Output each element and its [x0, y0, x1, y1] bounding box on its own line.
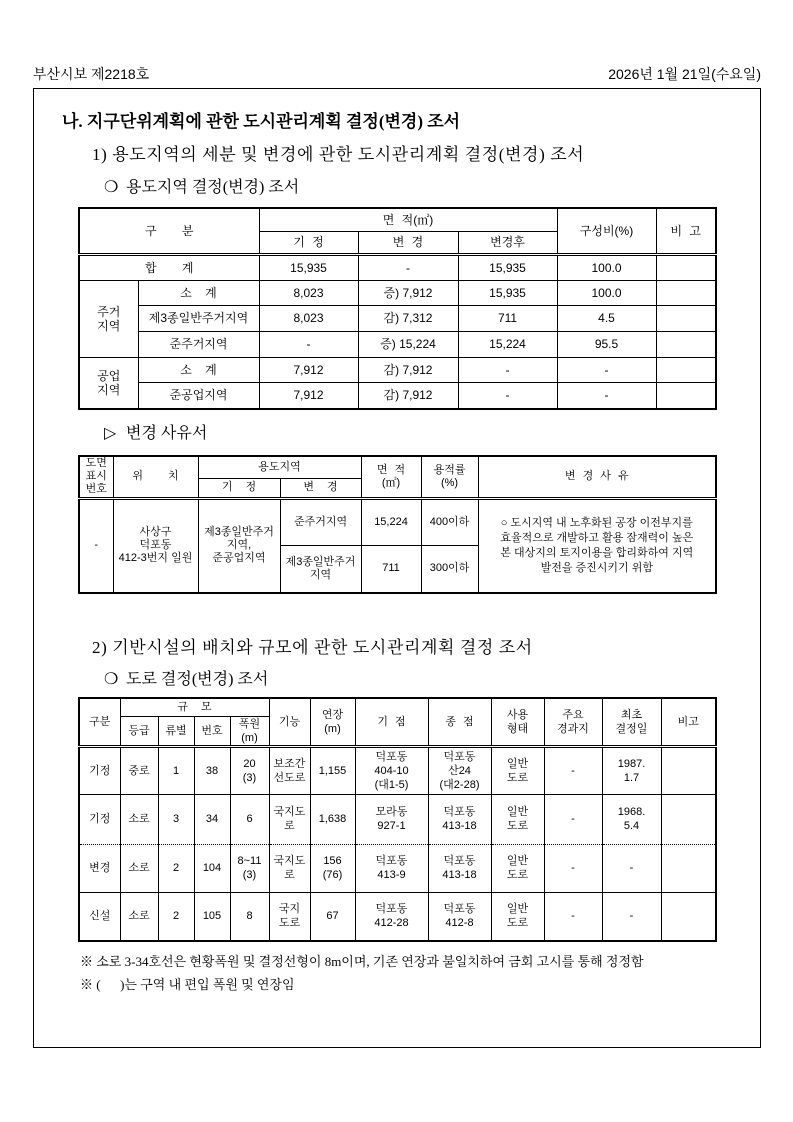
cell-remarks [656, 382, 716, 409]
cell-use: 일반 도로 [491, 892, 544, 941]
cell-change: - [358, 254, 458, 280]
col-header-length: 연장 (m) [310, 698, 355, 746]
cell-category: 변경 [79, 844, 120, 892]
cell-group-label: 주거 지역 [79, 280, 138, 357]
cell-grade: 소로 [120, 892, 158, 941]
cell-number: 105 [194, 892, 230, 941]
col-header-existing: 기 정 [198, 478, 280, 498]
cell-group-label: 공업 지역 [79, 357, 138, 409]
cell-after: - [458, 382, 557, 409]
cell-after: 15,935 [458, 254, 557, 280]
cell-first-decision: - [602, 844, 661, 892]
col-header-remarks: 비고 [661, 698, 716, 746]
cell-existing: - [259, 331, 358, 357]
cell-length: 1,155 [310, 746, 355, 794]
section-title: 나. 지구단위계획에 관한 도시관리계획 결정(변경) 조서 [62, 112, 461, 131]
land-use-caption [104, 177, 299, 197]
footnote-correction: ※ 소로 3-34호선은 현황폭원 및 결정선형이 8m이며, 기존 연장과 불일치하여 금회 고시를 통해 정정함 [80, 954, 644, 969]
cell-ratio: 4.5 [557, 305, 656, 331]
cell-number: 104 [194, 844, 230, 892]
part1-title: 1) 용도지역의 세분 및 변경에 관한 도시관리계획 결정(변경) 조서 [92, 145, 585, 164]
cell-via: - [544, 746, 602, 794]
cell-start: 덕포동 412-28 [355, 892, 428, 941]
cell-first-decision: - [602, 892, 661, 941]
cell-start: 모라동 927-1 [355, 794, 428, 844]
col-header-start: 기 점 [355, 698, 428, 746]
cell-class: 2 [158, 844, 194, 892]
cell-via: - [544, 892, 602, 941]
cell-use: 일반 도로 [491, 746, 544, 794]
table-row [79, 746, 716, 794]
cell-label: 제3종일반주거지역 [138, 305, 259, 331]
cell-existing: 7,912 [259, 357, 358, 382]
cell-change: 감) 7,912 [358, 382, 458, 409]
col-header-ratio: 구성비(%) [557, 208, 656, 254]
cell-remarks [656, 357, 716, 382]
table-row [79, 357, 716, 382]
table-row [79, 331, 716, 357]
part2-title: 2) 기반시설의 배치와 규모에 관한 도시관리계획 결정 조서 [92, 638, 533, 657]
cell-via: - [544, 844, 602, 892]
cell-class: 1 [158, 746, 194, 794]
cell-area: 15,224 [361, 498, 421, 545]
col-header-area: 면 적 (㎡) [361, 456, 421, 498]
cell-function: 보조간 선도로 [269, 746, 310, 794]
circle-bullet-icon: ❍ [104, 669, 119, 688]
cell-end: 덕포동 산24 (대2-28) [428, 746, 491, 794]
footnote-parentheses: ※ ( )는 구역 내 편입 폭원 및 연장임 [80, 977, 295, 992]
col-header-function: 기능 [269, 698, 310, 746]
cell-location: 사상구 덕포동 412-3번지 일원 [113, 498, 198, 593]
cell-label: 합 계 [79, 254, 259, 280]
cell-far: 400이하 [421, 498, 478, 545]
cell-change: 감) 7,312 [358, 305, 458, 331]
cell-existing: 8,023 [259, 280, 358, 305]
cell-after: 711 [458, 305, 557, 331]
circle-bullet-icon: ❍ [104, 177, 119, 196]
cell-width: 8 [230, 892, 269, 941]
cell-label: 준주거지역 [138, 331, 259, 357]
cell-grade: 소로 [120, 844, 158, 892]
cell-end: 덕포동 413-18 [428, 794, 491, 844]
cell-function: 국지도 로 [269, 844, 310, 892]
caption-text: 변경 사유서 [126, 425, 208, 442]
col-header-drawing-no: 도면 표시 번호 [79, 456, 113, 498]
cell-number: 38 [194, 746, 230, 794]
col-header-location: 위 치 [113, 456, 198, 498]
table-header-row [79, 208, 716, 231]
col-header-zoning: 용도지역 [198, 456, 361, 478]
cell-existing: 8,023 [259, 305, 358, 331]
col-header-via: 주요 경과지 [544, 698, 602, 746]
table-row [79, 382, 716, 409]
cell-grade: 중로 [120, 746, 158, 794]
cell-function: 국지도 로 [269, 794, 310, 844]
cell-change: 증) 15,224 [358, 331, 458, 357]
col-header-class: 류별 [158, 716, 194, 746]
cell-change: 증) 7,912 [358, 280, 458, 305]
table-row [79, 498, 716, 545]
cell-remarks [661, 892, 716, 941]
col-header-end: 종 점 [428, 698, 491, 746]
col-header-change: 변 경 [280, 478, 361, 498]
cell-category: 기정 [79, 794, 120, 844]
cell-end: 덕포동 413-18 [428, 844, 491, 892]
table-row [79, 280, 716, 305]
road-table [78, 697, 717, 942]
cell-existing-zone: 제3종일반주거 지역, 준공업지역 [198, 498, 280, 593]
cell-existing: 7,912 [259, 382, 358, 409]
col-header-width: 폭원 (m) [230, 716, 269, 746]
cell-ratio: 100.0 [557, 280, 656, 305]
cell-label: 소 계 [138, 357, 259, 382]
cell-ratio: - [557, 382, 656, 409]
cell-after: 15,935 [458, 280, 557, 305]
table-row [79, 844, 716, 892]
change-reason-caption [104, 423, 207, 443]
cell-category: 신설 [79, 892, 120, 941]
cell-end: 덕포동 412-8 [428, 892, 491, 941]
col-header-grade: 등급 [120, 716, 158, 746]
col-header-remarks: 비 고 [656, 208, 716, 254]
cell-width: 6 [230, 794, 269, 844]
col-header-category: 구 분 [79, 208, 259, 254]
cell-reason: ○ 도시지역 내 노후화된 공장 이전부지를 효율적으로 개발하고 활용 잠재력이 높은 본 대상지의 토지이용을 합리화하여 지역 발전을 증진시키기 위함 [478, 498, 716, 593]
cell-grade: 소로 [120, 794, 158, 844]
gazette-date: 2026년 1월 21일(수요일) [608, 66, 761, 82]
cell-remarks [661, 794, 716, 844]
col-header-use: 사용 형태 [491, 698, 544, 746]
col-header-scale: 규 모 [120, 698, 269, 716]
col-header-existing: 기 정 [259, 231, 358, 254]
cell-ratio: - [557, 357, 656, 382]
cell-first-decision: 1968. 5.4 [602, 794, 661, 844]
table-row-total [79, 254, 716, 280]
cell-changed-zone: 준주거지역 [280, 498, 361, 545]
table-row [79, 892, 716, 941]
cell-existing: 15,935 [259, 254, 358, 280]
cell-area: 711 [361, 545, 421, 593]
cell-class: 2 [158, 892, 194, 941]
cell-first-decision: 1987. 1.7 [602, 746, 661, 794]
cell-length: 67 [310, 892, 355, 941]
cell-use: 일반 도로 [491, 844, 544, 892]
cell-remarks [656, 254, 716, 280]
cell-ratio: 95.5 [557, 331, 656, 357]
cell-after: 15,224 [458, 331, 557, 357]
cell-remarks [656, 305, 716, 331]
cell-drawing-no: - [79, 498, 113, 593]
triangle-bullet-icon: ▷ [104, 423, 117, 442]
cell-width: 8~11 (3) [230, 844, 269, 892]
col-header-first-decision: 최초 결정일 [602, 698, 661, 746]
table-row [79, 794, 716, 844]
col-header-reason: 변 경 사 유 [478, 456, 716, 498]
cell-via: - [544, 794, 602, 844]
road-caption [104, 669, 268, 689]
caption-text: 용도지역 결정(변경) 조서 [126, 179, 300, 196]
table-header-row [79, 698, 716, 716]
cell-use: 일반 도로 [491, 794, 544, 844]
cell-start: 덕포동 404-10 (대1-5) [355, 746, 428, 794]
gazette-issue: 부산시보 제2218호 [33, 66, 150, 82]
col-header-area: 면 적(㎡) [259, 208, 557, 231]
table-header-row [79, 456, 716, 478]
cell-change: 감) 7,912 [358, 357, 458, 382]
cell-remarks [656, 331, 716, 357]
cell-class: 3 [158, 794, 194, 844]
cell-remarks [661, 746, 716, 794]
col-header-category: 구분 [79, 698, 120, 746]
cell-remarks [661, 844, 716, 892]
table-row [79, 305, 716, 331]
cell-label: 준공업지역 [138, 382, 259, 409]
col-header-number: 번호 [194, 716, 230, 746]
caption-text: 도로 결정(변경) 조서 [126, 671, 269, 688]
cell-after: - [458, 357, 557, 382]
cell-length: 1,638 [310, 794, 355, 844]
cell-label: 소 계 [138, 280, 259, 305]
cell-remarks [656, 280, 716, 305]
cell-changed-zone: 제3종일반주거 지역 [280, 545, 361, 593]
cell-start: 덕포동 413-9 [355, 844, 428, 892]
cell-function: 국지 도로 [269, 892, 310, 941]
cell-length: 156 (76) [310, 844, 355, 892]
cell-far: 300이하 [421, 545, 478, 593]
change-reason-table [78, 455, 717, 594]
col-header-far: 용적률 (%) [421, 456, 478, 498]
cell-ratio: 100.0 [557, 254, 656, 280]
col-header-change: 변 경 [358, 231, 458, 254]
cell-category: 기정 [79, 746, 120, 794]
cell-width: 20 (3) [230, 746, 269, 794]
land-use-table [78, 207, 717, 410]
cell-number: 34 [194, 794, 230, 844]
col-header-after: 변경후 [458, 231, 557, 254]
